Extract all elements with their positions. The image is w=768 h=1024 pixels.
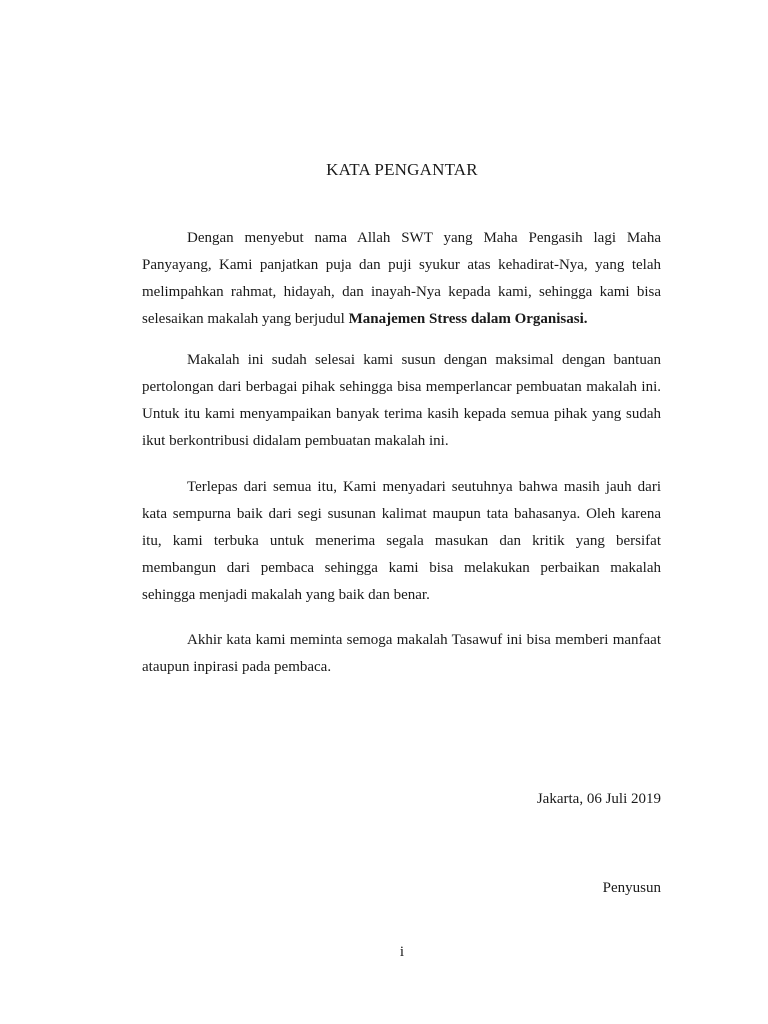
paragraph-3-text: Terlepas dari semua itu, Kami menyadari seutuhnya bahwa masih jauh dari kata sempurna baik dari segi susunan kalimat maupun tata bahasanya. Oleh karena itu, kami terbuka untuk menerima segala masukan dan kritik yang bersifat membangun dari pembaca sehingga kami bisa melakukan perbaikan makalah sehingga menjadi makalah yang baik dan benar.: [142, 479, 661, 603]
paragraph-2: [142, 347, 661, 455]
paragraph-1-body: Dengan menyebut nama Allah SWT yang Maha Pengasih lagi Maha Panyayang, Kami panjatkan puja dan puji syukur atas kehadirat-Nya, yang telah melimpahkan rahmat, hidayah, dan inayah-Nya kepada kami, sehingga kami bisa selesaikan makalah yang berjudul: [142, 230, 661, 327]
paragraph-1-text: [142, 225, 661, 333]
paper-title-bold: Manajemen Stress dalam Organisasi.: [348, 311, 588, 327]
paragraph-4: [142, 627, 661, 681]
paragraph-2-text: Makalah ini sudah selesai kami susun dengan maksimal dengan bantuan pertolongan dari berbagai pihak sehingga bisa memperlancar pembuatan makalah ini. Untuk itu kami menyampaikan banyak terima kasih kepada semua pihak yang sudah ikut berkontribusi didalam pembuatan makalah ini.: [142, 352, 661, 449]
paragraph-3: [142, 474, 661, 609]
place-date: Jakarta, 06 Juli 2019: [536, 791, 661, 807]
paragraph-4-text: Akhir kata kami meminta semoga makalah Tasawuf ini bisa memberi manfaat ataupun inpirasi pada pembaca.: [142, 632, 661, 675]
page-number: i: [399, 944, 405, 960]
page-title: KATA PENGANTAR: [326, 160, 478, 179]
paragraph-1: [142, 225, 661, 333]
author-signature: Penyusun: [602, 880, 661, 896]
